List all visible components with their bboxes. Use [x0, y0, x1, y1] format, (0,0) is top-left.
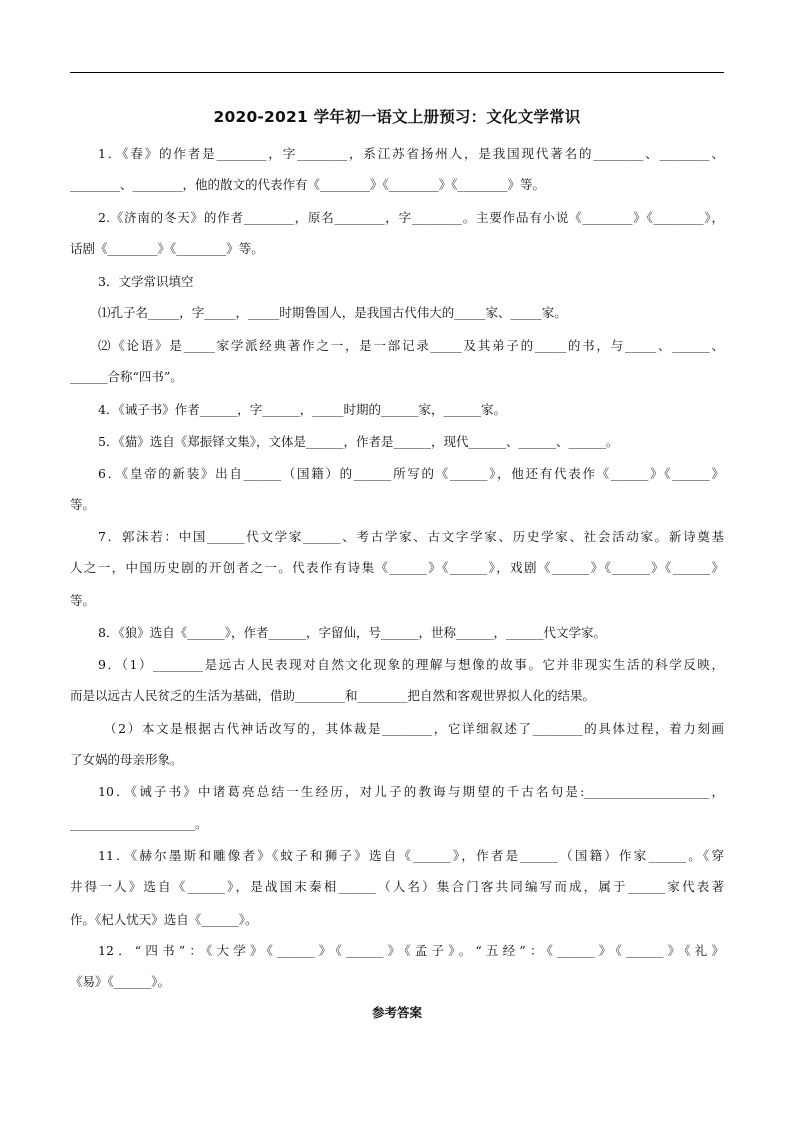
question-line: 作。《杞人忧天》选自《______》。 — [70, 912, 258, 927]
question-line: 了女娲的母亲形象。 — [70, 752, 183, 767]
header-rule — [70, 72, 724, 73]
question-line: 3．文学常识填空 — [98, 274, 194, 289]
question-line: 9．（1）________是远古人民表现对自然文化现象的理解与想像的故事。它并非现实生活的科学反映， — [98, 657, 724, 672]
question-line: 12．“四书”：《大学》《______》《______》《孟子》。“五经”：《______》《______》《礼》 — [98, 943, 724, 958]
question-line: 等。 — [70, 593, 96, 608]
question-line: 5．《猫》选自《郑振铎文集》，文体是______，作者是______，现代______、______、______。 — [98, 434, 619, 449]
question-line: 而是以远古人民贫乏的生活为基础，借助________和________把自然和客观世界拟人化的结果。 — [70, 688, 596, 703]
question-line: 10．《诫子书》中诸葛亮总结一生经历，对儿子的教诲与期望的千古名句是:____________________， — [98, 784, 724, 799]
question-line: 《易》《______》。 — [70, 974, 171, 989]
question-line: 2.《济南的冬天》的作者________，原名________，字________。主要作品有小说《________》《________》， — [98, 210, 724, 225]
question-line: ____________________。 — [70, 816, 208, 831]
question-line: 11．《赫尔墨斯和雕像者》《蚊子和狮子》选自《______》，作者是______（国籍）作家______。《穿 — [98, 848, 724, 863]
question-line: ________、________，他的散文的代表作有《________》《________》《________》等。 — [70, 177, 546, 192]
document-title: 2020-2021 学年初一语文上册预习：文化文学常识 — [213, 108, 581, 126]
question-line: 8．《狼》选自《______》，作者______，字留仙，号______，世称______，______代文学家。 — [98, 625, 606, 640]
answer-heading: 参考答案 — [371, 1005, 422, 1020]
question-line: 话剧《________》《________》等。 — [70, 241, 264, 256]
question-line: ______合称“四书”。 — [70, 369, 183, 384]
question-line: 7．郭沫若：中国______代文学家______、考古学家、古文字学家、历史学家、社会活动家。新诗奠基 — [98, 529, 724, 544]
question-line: ⑴孔子名_____，字_____，_____时期鲁国人，是我国古代伟大的_____家、_____家。 — [98, 305, 567, 320]
question-line: ⑵《论语》是_____家学派经典著作之一，是一部记录_____及其弟子的_____的书，与_____、______、 — [98, 338, 724, 353]
question-line: 4．《诫子书》作者______，字______，_____时期的______家，______家。 — [98, 402, 506, 417]
question-line: 等。 — [70, 497, 96, 512]
question-line: （2）本文是根据古代神话改写的，其体裁是________，它详细叙述了________的具体过程，着力刻画 — [104, 721, 724, 736]
question-line: 6．《皇帝的新装》出自______（国籍）的______所写的《______》，他还有代表作《______》《______》 — [98, 466, 724, 481]
question-line: 人之一，中国历史剧的开创者之一。代表作有诗集《______》《______》，戏剧《______》《______》《______》 — [70, 560, 724, 575]
question-line: 井得一人》选自《______》，是战国末秦相______（人名）集合门客共同编写而成，属于______家代表著 — [70, 879, 724, 894]
question-line: 1．《春》的作者是________，字________，系江苏省扬州人，是我国现代著名的________、________、 — [98, 146, 724, 161]
